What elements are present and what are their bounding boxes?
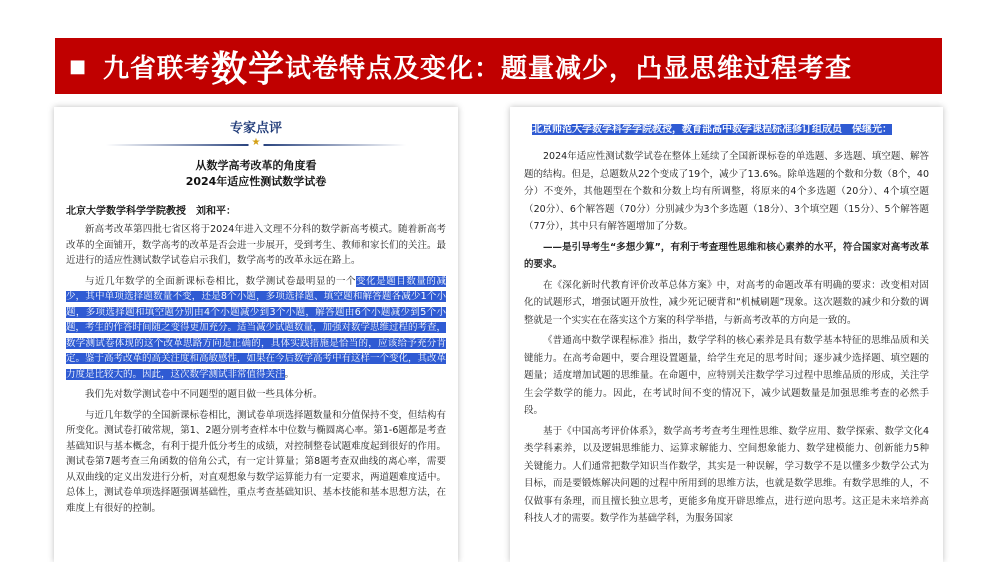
right-paragraph-1: 2024年适应性测试数学试卷在整体上延续了全国新课标卷的单选题、多选题、填空题、解答题的结构。但是，总题数从22个变成了19个，减少了13.6%。除单选题的个数和分数（8个，40分）不变外，其他题型在个数和分数上均有所调整，将原来的4个多选题（20分）、4个填空题（20分）、6个解答题（70分）分别减少为3个多选题（18分）、3个填空题（15分）、5个解答题（77分），其中只有解答题增加了分数。 xyxy=(524,151,929,232)
paragraph-2-post: 。 xyxy=(284,368,295,380)
title-emphasis: 数学 xyxy=(211,48,286,90)
slide-title xyxy=(55,38,942,94)
paragraph-1: 新高考改革第四批七省区将于2024年进入文理不分科的数学新高考模式。随着新高考改革的全面铺开，数学高考的改革是否会进一步展开，受到考生、教师和家长们的关注。最近进行的适应性测试数学试卷启示我们，数学高考的改革永远在路上。 xyxy=(66,224,447,266)
article-title-line-1: 从数学高考改革的角度看 xyxy=(195,159,317,172)
paragraph-2 xyxy=(66,274,446,383)
article-title-line-2: 2024年适应性测试数学试卷 xyxy=(185,175,327,188)
title-pre: 九省联考 xyxy=(103,53,212,84)
title-post: 试卷特点及变化：题量减少，凸显思维过程考查 xyxy=(285,53,853,84)
right-paragraph-2: ——是引导考生“多想少算”，有利于考查理性思维和核心素养的水平，符合国家对高考改革的要求。 xyxy=(524,241,929,270)
right-document-panel xyxy=(510,107,943,562)
right-paragraph-4: 《普通高中数学课程标准》指出，数学学科的核心素养是具有数学基本特征的思维品质和关键能力。在高考命题中，要合理设置题量，给学生充足的思考时间；逐步减少选择题、填空题的题量；适度增加试题的思维量。在命题中，应特别关注数学学习过程中思维品质的形成，关注学生会学数学的能力。因此，在考试时间不变的情况下，减少试题数量是加强思维考查的必然手段。 xyxy=(524,335,929,416)
paragraph-4: 与近几年数学的全国新课标卷相比，测试卷单项选择题数量和分值保持不变，但结构有所变化。测试卷打破常规，第1、2题分别考查样本中位数与椭圆离心率。第1-6题都是考查基础知识与基本概念，有利于提升低分考生的成绩，对控制整卷试题难度起到很好的作用。测试卷第7题考查三角函数的倍角公式，有一定计算量；第8题考查双曲线的离心率，需要从双曲线的定义出发进行分析，对直观想象与数学运算能力有一定要求，两道题难度适中。总体上，测试卷单项选择题强调基础性，重点考查基础知识、基本技能和基本思想方法，在难度上有很好的控制。 xyxy=(66,409,447,514)
star-icon: ★ xyxy=(249,137,264,148)
square-bullet-icon: ■ xyxy=(69,55,88,77)
section-heading: 专家点评 xyxy=(229,121,282,136)
highlighted-text: 变化是题目数量的减少，其中单项选择题数量不变，还是8个小题，多项选择题、填空题和解答题各减少1个小题，多项选择题和填空题分别由4个小题减少到3个小题，解答题由6个小题减少到5个小题，考生的作答时间随之变得更加充分。适当减少试题数量，加强对数学思维过程的考查，数学测试卷体现的这个改革思路方向是正确的，具体实践措施是恰当的，应该给予充分肯定。鉴于高考改革的高关注度和高敏感性，如果在今后数学高考中有这样一个变化，其改革力度是比较大的。因此，这次数学测试非常值得关注 xyxy=(66,275,447,380)
section-divider xyxy=(106,137,406,148)
paragraph-2-pre: 与近几年数学的全面新课标卷相比，数学测试卷最明显的一个 xyxy=(85,275,357,287)
paragraph-3: 我们先对数学测试卷中不同题型的题目做一些具体分析。 xyxy=(85,389,323,400)
article-title xyxy=(66,158,446,190)
author-line: 北京大学数学科学学院教授 刘和平： xyxy=(66,206,236,217)
right-paragraph-5: 基于《中国高考评价体系》，数学高考考查考生理性思维、数学应用、数学探索、数学文化4类学科素养，以及逻辑思维能力、运算求解能力、空间想象能力、数学建模能力、创新能力5种关键能力。人们通常把数学知识当作数学，其实是一种误解，学习数学不是以懂多少数学公式为目标，而是要锻炼解决问题的过程中所用到的思维方法，也就是数学思维。有数学思维的人，不仅做事有条理，而且擅长独立思考，更能多角度开辟思维点，进行逆向思考。这正是未来培养高科技人才的需要。数学作为基础学科，为服务国家 xyxy=(524,425,929,524)
right-paragraph-3: 在《深化新时代教育评价改革总体方案》中，对高考的命题改革有明确的要求：改变相对固化的试题形式，增强试题开放性，减少死记硬背和“机械刷题”现象。这次题数的减少和分数的调整就是一个实实在在落实这个方案的科学举措，与新高考改革的方向是一致的。 xyxy=(524,279,929,326)
right-author-heading: 北京师范大学数学科学学院教授，教育部高中数学课程标准修订组成员 保继光： xyxy=(532,124,892,135)
left-document-panel xyxy=(54,107,458,562)
